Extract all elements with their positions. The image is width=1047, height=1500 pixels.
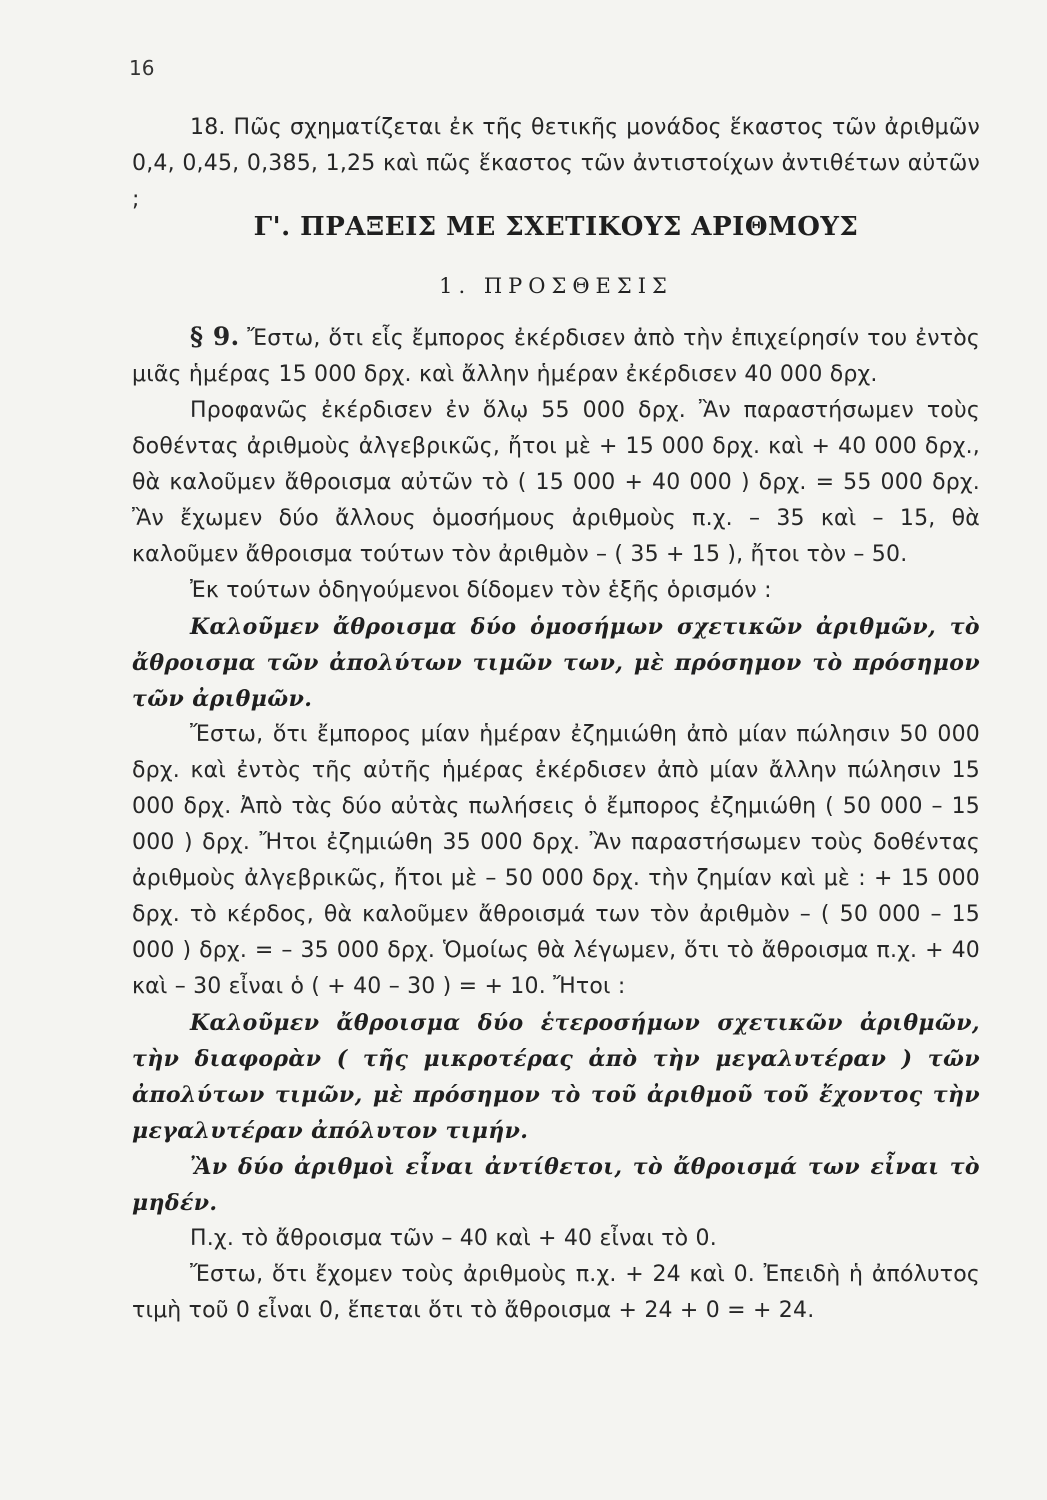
definition-same-sign-sum: Καλοῦμεν ἄθροισμα δύο ὁμοσήμων σχετικῶν ἀριθμῶν, τὸ ἄθροισμα τῶν ἀπολύτων τιμῶν των, μὲ πρόσημον τὸ πρόσημον τῶν ἀριθμῶν. [132, 614, 980, 712]
paragraph-1 [132, 319, 980, 393]
definition-opposites-zero: Ἂν δύο ἀριθμοὶ εἶναι ἀντίθετοι, τὸ ἄθροισμά των εἶναι τὸ μηδέν. [132, 1154, 980, 1216]
main-text [132, 319, 980, 1329]
section-title: 1. ΠΡΟΣΘΕΣΙΣ [439, 274, 673, 298]
page-number: 16 [129, 56, 155, 80]
paragraph-number: § 9. [190, 322, 240, 351]
paragraph-6: Ἔστω, ὅτι ἔχομεν τοὺς ἀριθμοὺς π.χ. + 24 καὶ 0. Ἐπειδὴ ἡ ἀπόλυτος τιμὴ τοῦ 0 εἶναι 0, ἕπεται ὅτι τὸ ἄθροισμα + 24 + 0 = + 24. [132, 1262, 980, 1323]
paragraph-4: Ἔστω, ὅτι ἔμπορος μίαν ἡμέραν ἐζημιώθη ἀπὸ μίαν πώλησιν 50 000 δρχ. καὶ ἐντὸς τῆς αὐτῆς ἡμέρας ἐκέρδισεν ἀπὸ μίαν ἄλλην πώλησιν 15 000 δρχ. Ἀπὸ τὰς δύο αὐτὰς πωλήσεις ὁ ἔμπορος ἐζημιώθη ( 50 000 – 15 000 ) δρχ. Ἤτοι ἐζημιώθη 35 000 δρχ. Ἂν παραστήσωμεν τοὺς δοθέντας ἀριθμοὺς ἀλγεβρικῶς, ἤτοι μὲ – 50 000 δρχ. τὴν ζημίαν καὶ μὲ : + 15 000 δρχ. τὸ κέρδος, θὰ καλοῦμεν ἄθροισμά των τὸν ἀριθμὸν – ( 50 000 – 15 000 ) δρχ. = – 35 000 δρχ. Ὁμοίως θὰ λέγωμεν, ὅτι τὸ ἄθροισμα π.χ. + 40 καὶ – 30 εἶναι ὁ ( + 40 – 30 ) = + 10. Ἤτοι : [132, 722, 980, 999]
paragraph-2: Προφανῶς ἐκέρδισεν ἐν ὅλῳ 55 000 δρχ. Ἂν παραστήσωμεν τοὺς δοθέντας ἀριθμοὺς ἀλγεβρικῶς, ἤτοι μὲ + 15 000 δρχ. καὶ + 40 000 δρχ., θὰ καλοῦμεν ἄθροισμα αὐτῶν τὸ ( 15 000 + 40 000 ) δρχ. = 55 000 δρχ. Ἂν ἔχωμεν δύο ἄλλους ὁμοσήμους ἀριθμοὺς π.χ. – 35 καὶ – 15, θὰ καλοῦμεν ἄθροισμα τούτων τὸν ἀριθμὸν – ( 35 + 15 ), ἤτοι τὸν – 50. [132, 398, 980, 567]
paragraph-3: Ἐκ τούτων ὁδηγούμενοι δίδομεν τὸν ἑξῆς ὁρισμόν : [190, 578, 772, 603]
chapter-title: Γ'. ΠΡΑΞΕΙΣ ΜΕ ΣΧΕΤΙΚΟΥΣ ΑΡΙΘΜΟΥΣ [253, 212, 859, 242]
paragraph-1-text: Ἔστω, ὅτι εἷς ἔμπορος ἐκέρδισεν ἀπὸ τὴν ἐπιχείρησίν του ἐντὸς μιᾶς ἡμέρας 15 000 δρχ. καὶ ἄλλην ἡμέραν ἐκέρδισεν 40 000 δρχ. [132, 326, 980, 387]
definition-opposite-sign-sum: Καλοῦμεν ἄθροισμα δύο ἑτεροσήμων σχετικῶν ἀριθμῶν, τὴν διαφορὰν ( τῆς μικροτέρας ἀπὸ τὴν μεγαλυτέραν ) τῶν ἀπολύτων τιμῶν, μὲ πρόσημον τὸ τοῦ ἀριθμοῦ τοῦ ἔχοντος τὴν μεγαλυτέραν ἀπόλυτον τιμήν. [132, 1010, 980, 1144]
exercise-18: 18. Πῶς σχηματίζεται ἐκ τῆς θετικῆς μονάδος ἕκαστος τῶν ἀριθμῶν 0,4, 0,45, 0,385, 1,25 καὶ πῶς ἕκαστος τῶν ἀντιστοίχων ἀντιθέτων αὐτῶν ; [132, 115, 980, 212]
paragraph-5: Π.χ. τὸ ἄθροισμα τῶν – 40 καὶ + 40 εἶναι τὸ 0. [190, 1226, 717, 1251]
